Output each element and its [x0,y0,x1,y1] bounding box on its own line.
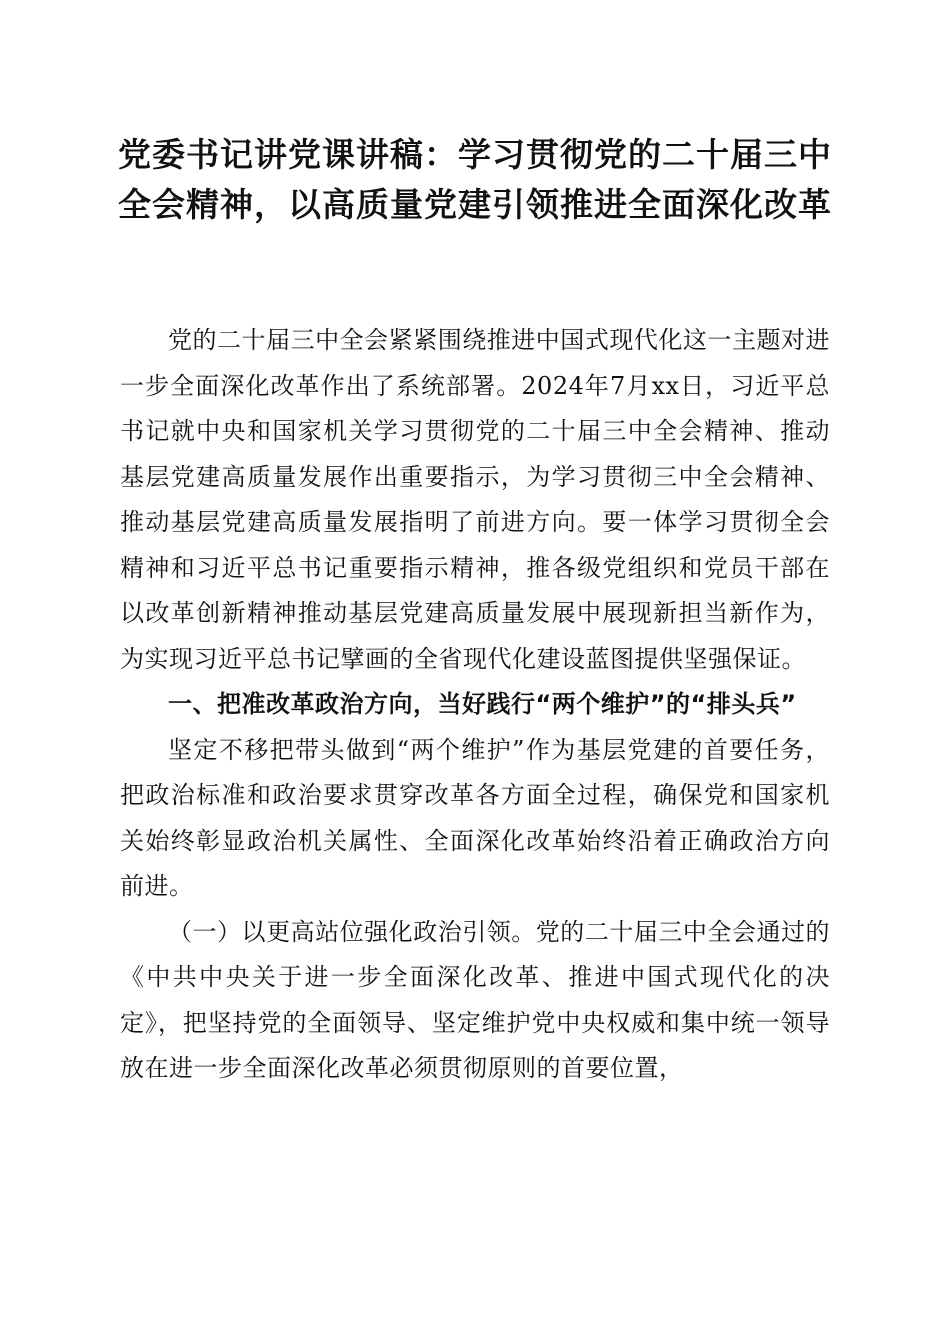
section-1-paragraph: 坚定不移把带头做到“两个维护”作为基层党建的首要任务，把政治标准和政治要求贯穿改革各方面全过程，确保党和国家机关始终彰显政治机关属性、全面深化改革始终沿着正确政治方向前进。 [120,735,830,900]
document-title: 党委书记讲党课讲稿：学习贯彻党的二十届三中全会精神，以高质量党建引领推进全面深化改革 [118,135,832,224]
document-body [120,318,830,1092]
intro-paragraph: 党的二十届三中全会紧紧围绕推进中国式现代化这一主题对进一步全面深化改革作出了系统部署。2024年7月xx日，习近平总书记就中央和国家机关学习贯彻党的二十届三中全会精神、推动基层党建高质量发展作出重要指示，为学习贯彻三中全会精神、推动基层党建高质量发展指明了前进方向。要一体学习贯彻全会精神和习近平总书记重要指示精神，推各级党组织和党员干部在以改革创新精神推动基层党建高质量发展中展现新担当新作为，为实现习近平总书记擘画的全省现代化建设蓝图提供坚强保证。 [120,326,830,673]
section-heading-1: 一、把准改革政治方向，当好践行“两个维护”的“排头兵” [168,690,797,718]
subsection-1-paragraph: （一）以更高站位强化政治引领。党的二十届三中全会通过的《中共中央关于进一步全面深化改革、推进中国式现代化的决定》，把坚持党的全面领导、坚定维护党中央权威和集中统一领导放在进一步全面深化改革必须贯彻原则的首要位置， [120,917,830,1082]
